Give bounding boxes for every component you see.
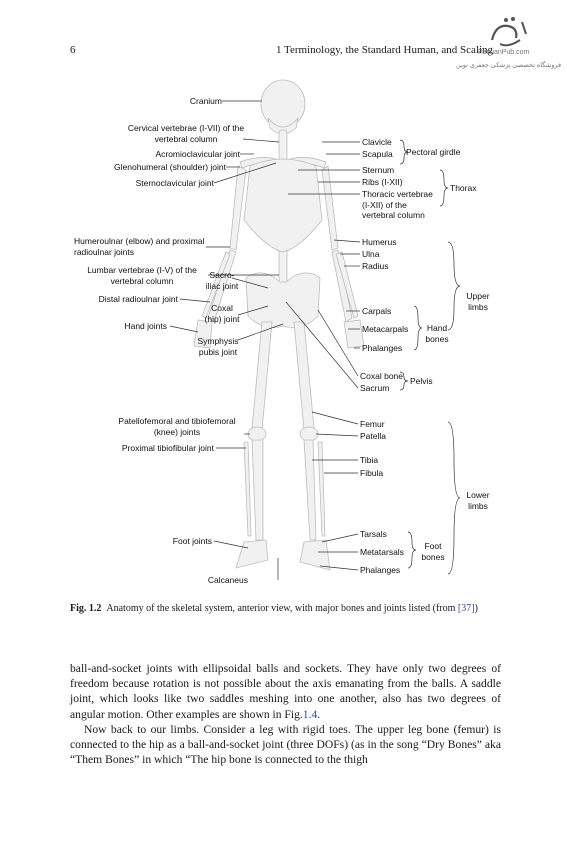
label-metacarpals: Metacarpals [362,324,409,334]
group-thorax: Thorax [450,183,477,193]
group-pectoral-girdle: Pectoral girdle [406,147,461,157]
label-coxal-bone: Coxal bone [360,371,404,381]
paragraph-1 [70,661,501,722]
skeleton-illustration [0,70,567,600]
label-radius: Radius [362,261,389,271]
label-fibula: Fibula [360,468,384,478]
paragraph-1-text: ball-and-socket joints with ellipsoidal balls and sockets. They have only two degrees of freedom because rotation is not possible about the axis emanating from the balls. A saddle joint, which looks like two saddles meshing into one another, also has two degrees of angular motion. Other examples are shown in Fig. [70,662,501,721]
group-lower-limbs: Lower limbs [466,490,490,511]
label-distal-radioulnar-joint: Distal radioulnar joint [98,294,178,304]
label-sternoclavicular-joint: Sternoclavicular joint [135,178,214,188]
label-clavicle: Clavicle [362,137,392,147]
label-sacrum: Sacrum [360,383,390,393]
watermark-site: ParsianPub.com [478,49,530,56]
label-femur: Femur [360,419,385,429]
figure-caption [70,603,500,616]
figure-reference-link[interactable]: 1.4 [302,707,318,721]
label-hand-phalanges: Phalanges [362,343,403,353]
label-cervical-vertebrae: Cervical vertebrae (I-VII) of the vertebral column [127,123,245,144]
label-humeroulnar-joints: Humeroulnar (elbow) and proximal radioulnar joints [74,236,205,257]
watermark-subtitle: فروشگاه تخصصی پزشکی جعفری نوین [456,62,562,69]
label-tibia: Tibia [360,455,379,465]
label-scapula: Scapula [362,149,393,159]
group-hand-bones: Hand bones [425,323,449,344]
label-thoracic-vertebrae: Thoracic vertebrae (I-XII) of the vertebral column [362,189,433,220]
group-upper-limbs: Upper limbs [466,291,490,312]
caption-label: Fig. 1.2 [70,603,102,614]
caption-end: ) [474,603,478,614]
label-glenohumeral-joint: Glenohumeral (shoulder) joint [114,162,226,172]
label-ulna: Ulna [362,249,380,259]
label-tarsals: Tarsals [360,529,387,539]
label-acromioclavicular-joint: Acromioclavicular joint [155,149,240,159]
label-cranium: Cranium [189,96,222,106]
label-humerus: Humerus [362,237,397,247]
label-foot-phalanges: Phalanges [360,565,401,575]
label-foot-joints: Foot joints [172,536,212,546]
label-metatarsals: Metatarsals [360,547,404,557]
paragraph-1-end: . [317,707,321,721]
caption-reference-link[interactable]: [37] [457,603,475,614]
label-sacroiliac-joint: Sacro-iliac joint [205,270,239,291]
label-coxal-hip-joint: Coxal (hip) joint [204,303,240,324]
body-text [70,661,501,767]
label-knee-joints: Patellofemoral and tibiofemoral (knee) joints [118,416,236,437]
label-symphysis-pubis-joint: Symphysis pubis joint [197,336,239,357]
label-lumbar-vertebrae: Lumbar vertebrae (I-V) of the vertebral column [87,265,197,286]
group-pelvis: Pelvis [410,376,433,386]
label-carpals: Carpals [362,306,392,316]
caption-text: Anatomy of the skeletal system, anterior view, with major bones and joints listed (from [106,603,458,614]
group-foot-bones: Foot bones [421,541,445,562]
label-hand-joints: Hand joints [124,321,167,331]
skeleton-figure [0,70,567,600]
label-calcaneus: Calcaneus [207,575,248,585]
label-patella: Patella [360,431,386,441]
paragraph-2: Now back to our limbs. Consider a leg with rigid toes. The upper leg bone (femur) is connected to the hip as a ball-and-socket joint (three DOFs) (as in the song “Dry Bones” aka “Them Bones” in which “The hip bone is connected to the thigh [70,722,501,767]
label-proximal-tibiofibular-joint: Proximal tibiofibular joint [121,443,214,453]
publisher-logo-icon [486,14,530,52]
running-head: 1 Terminology, the Standard Human, and Scaling [276,44,494,56]
page-number: 6 [70,44,76,56]
label-sternum: Sternum [362,165,395,175]
label-ribs: Ribs (I-XII) [362,177,403,187]
